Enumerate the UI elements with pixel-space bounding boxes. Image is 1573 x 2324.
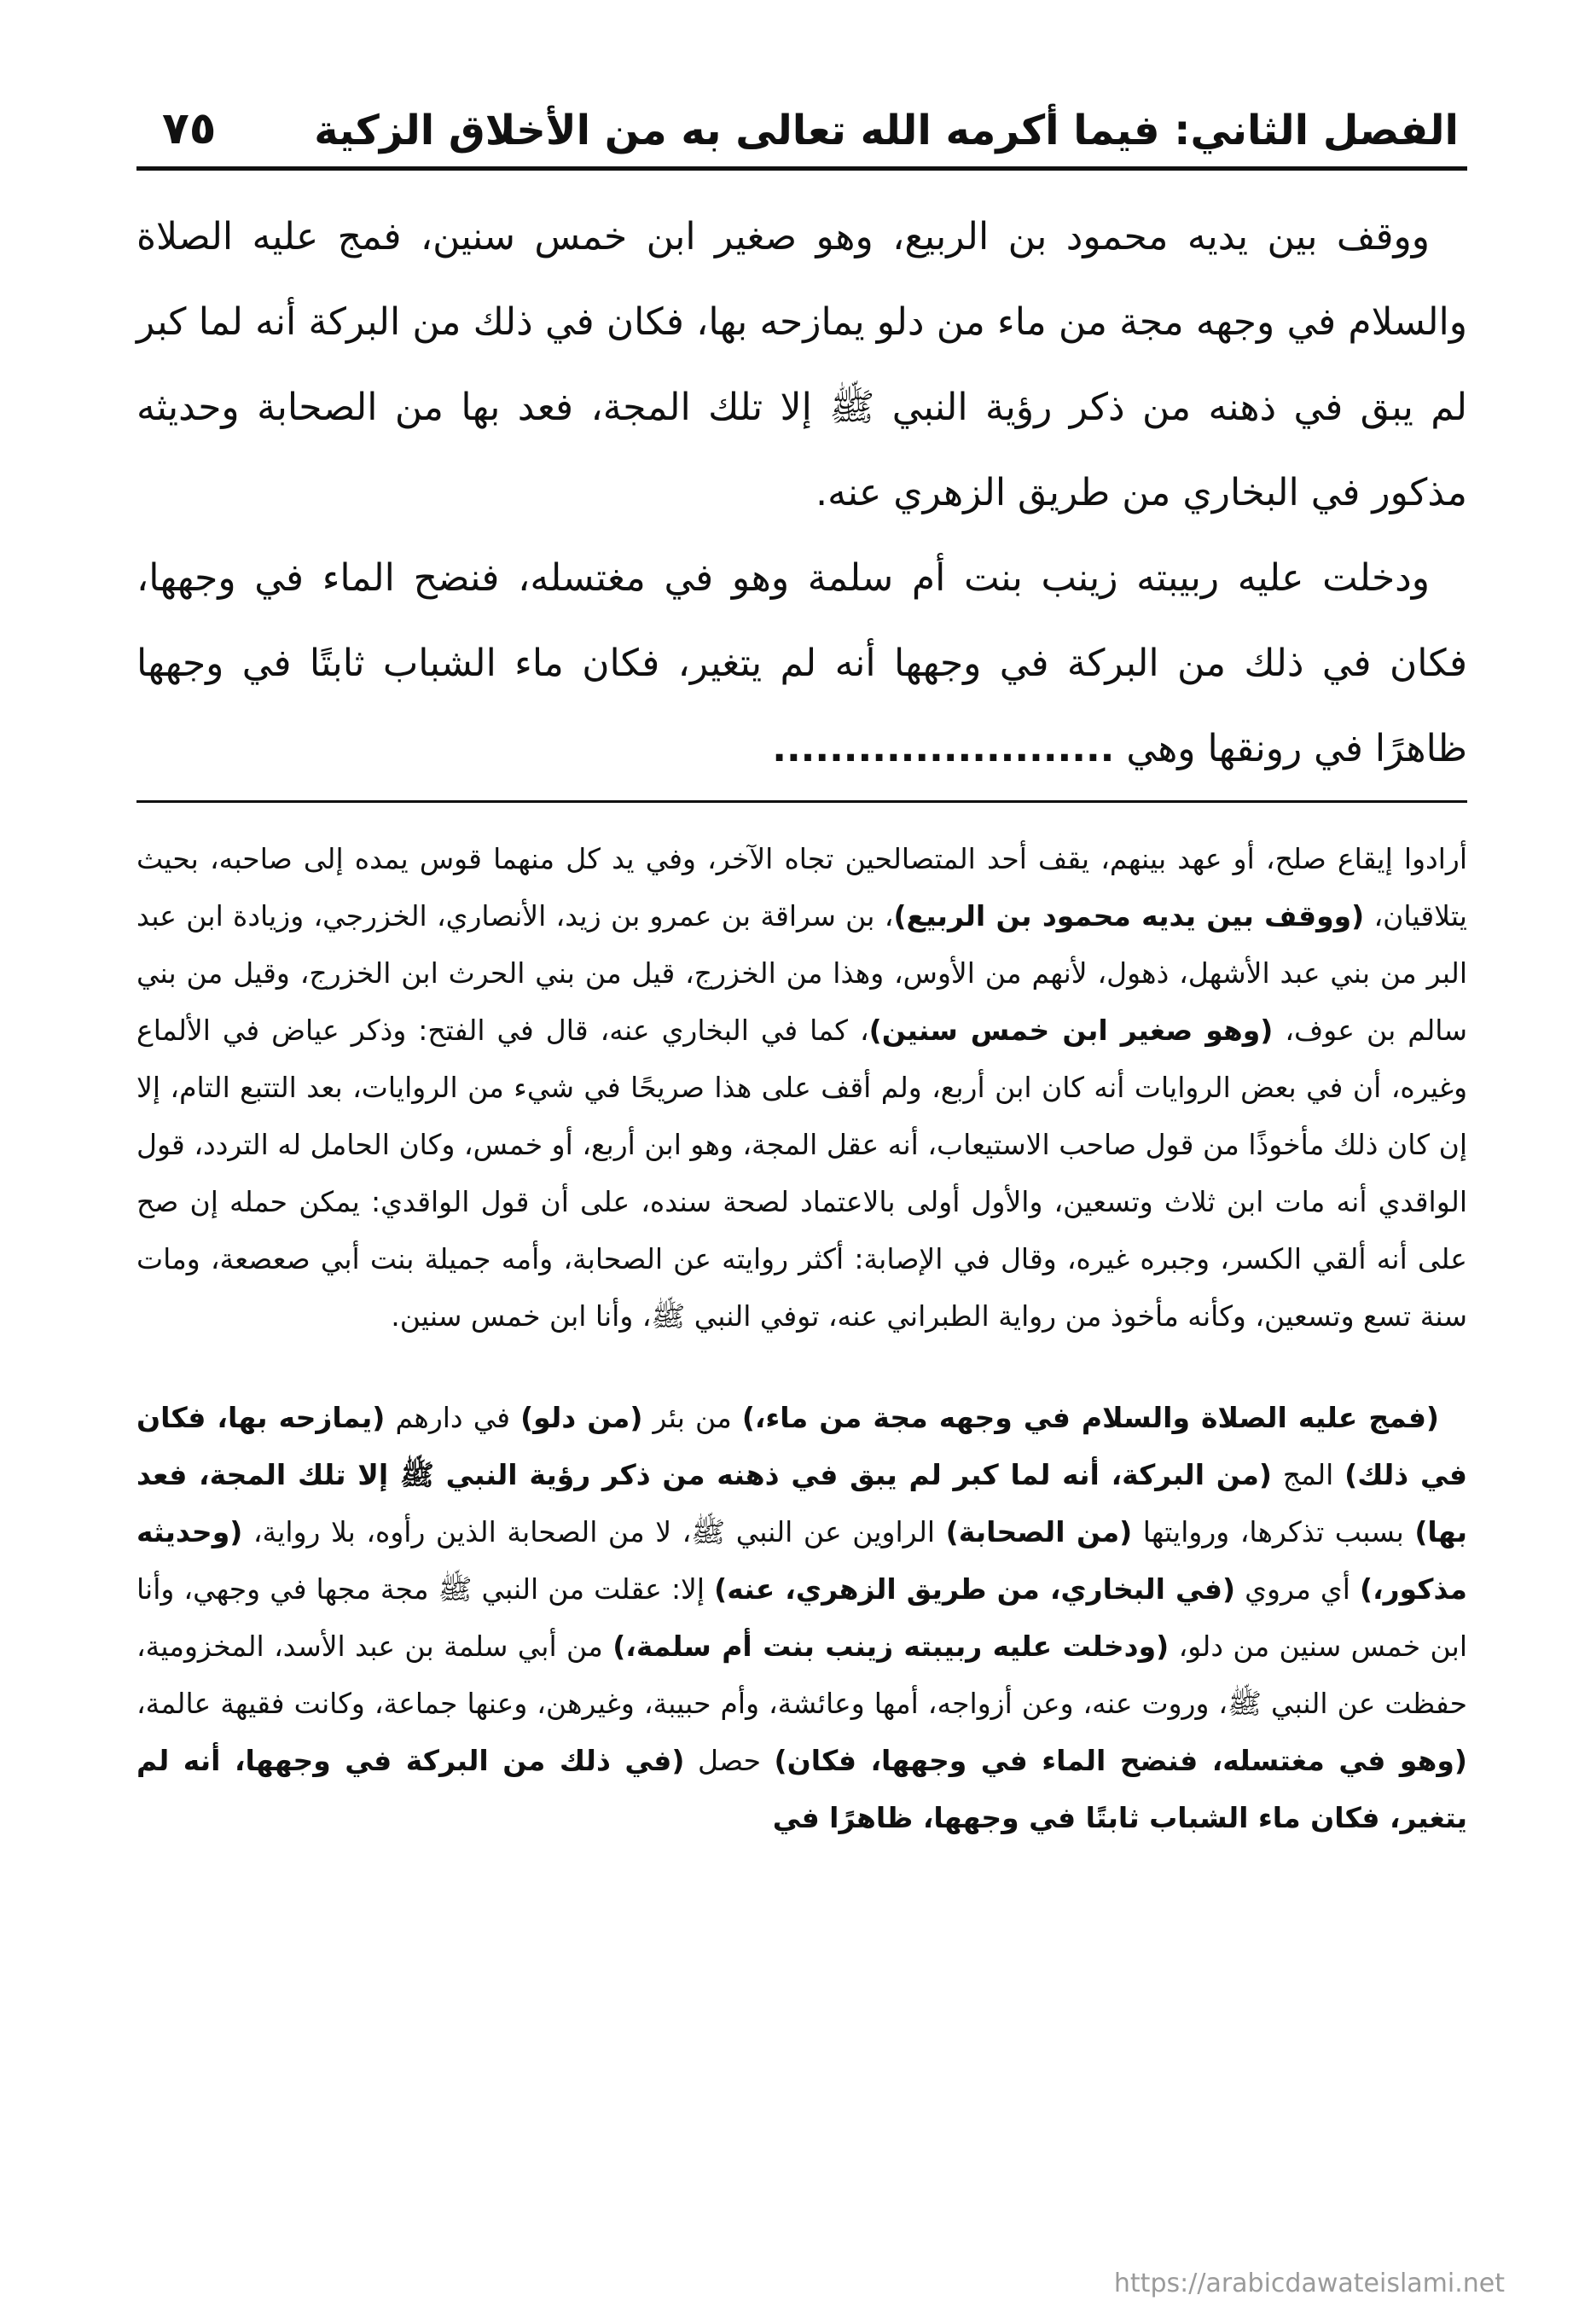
- main-paragraph-2: ودخلت عليه ربيبته زينب بنت أم سلمة وهو في مغتسله، فنضح الماء في وجهها، فكان في ذلك من البركة في وجهها أنه لم يتغير، فكان ماء الشباب ثابتًا في وجهها ظاهرًا في رونقها وهي ........................: [136, 556, 1467, 770]
- commentary-text: [136, 830, 1467, 1846]
- continuation-dots: ........................: [772, 727, 1115, 770]
- footnote-separator: [136, 800, 1467, 803]
- chapter-title: الفصل الثاني: فيما أكرمه الله تعالى به من الأخلاق الزكية: [314, 107, 1459, 154]
- site-watermark: https://arabicdawateislami.net: [1113, 2269, 1505, 2298]
- commentary-paragraph-2: (فمج عليه الصلاة والسلام في وجهه مجة من ماء،) من بئر (من دلو) في دارهم (يمازحه بها، فكان في ذلك) المج (من البركة، أنه لما كبر لم يبق في ذهنه من ذكر رؤية النبي ﷺ إلا تلك المجة، فعد بها) بسبب تذكرها، وروايتها (من الصحابة) الراوين عن النبي ﷺ، لا من الصحابة الذين رأوه، بلا رواية، (وحديثه مذكور،) أي مروي (في البخاري، من طريق الزهري، عنه) إلا: عقلت من النبي ﷺ مجة مجها في وجهي، وأنا ابن خمس سنين من دلو، (ودخلت عليه ربيبته زينب بنت أم سلمة،) من أبي سلمة بن عبد الأسد، المخزومية، حفظت عن النبي ﷺ، وروت عنه، وعن أزواجه، أمها وعائشة، وأم حبيبة، وغيرهن، وعنها جماعة، وكانت فقيهة عالمة، (وهو في مغتسله، فنضح الماء في وجهها، فكان) حصل (في ذلك من البركة في وجهها، أنه لم يتغير، فكان ماء الشباب ثابتًا في وجهها، ظاهرًا في: [136, 1401, 1468, 1834]
- page-number: ٧٥: [162, 103, 217, 154]
- main-paragraph-1: ووقف بين يديه محمود بن الربيع، وهو صغير ابن خمس سنين، فمج عليه الصلاة والسلام في وجهه مجة من ماء من دلو يمازحه بها، فكان في ذلك من البركة أنه لما كبر لم يبق في ذهنه من ذكر رؤية النبي ﷺ إلا تلك المجة، فعد بها من الصحابة وحديثه مذكور في البخاري من طريق الزهري عنه.: [136, 215, 1467, 514]
- book-page: [136, 85, 1467, 1846]
- main-text: [136, 195, 1467, 792]
- commentary-paragraph-1: أرادوا إيقاع صلح، أو عهد بينهم، يقف أحد المتصالحين تجاه الآخر، وفي يد كل منهما قوس يمده إلى صاحبه، بحيث يتلاقيان، (ووقف بين يديه محمود بن الربيع)، بن سراقة بن عمرو بن زيد، الأنصاري، الخزرجي، وزيادة ابن عبد البر من بني عبد الأشهل، ذهول، لأنهم من الأوس، وهذا من الخزرج، قيل من بني الحرث ابن الخزرج، وقيل من بني سالم بن عوف، (وهو صغير ابن خمس سنين)، كما في البخاري عنه، قال في الفتح: وذكر عياض في الألماع وغيره، أن في بعض الروايات أنه كان ابن أربع، ولم أقف على هذا صريحًا في شيء من الروايات، بعد التتبع التام، إلا إن كان ذلك مأخوذًا من قول صاحب الاستيعاب، أنه عقل المجة، وهو ابن أربع، أو خمس، وكان الحامل له التردد، قول الواقدي أنه مات ابن ثلاث وتسعين، والأول أولى بالاعتماد لصحة سنده، على أن قول الواقدي: يمكن حمله إن صح على أنه ألقي الكسر، وجبره غيره، وقال في الإصابة: أكثر روايته عن الصحابة، وأمه جميلة بنت أبي صعصعة، ومات سنة تسع وتسعين، وكأنه مأخوذ من رواية الطبراني عنه، توفي النبي ﷺ، وأنا ابن خمس سنين.: [136, 842, 1467, 1333]
- running-header: [136, 85, 1467, 171]
